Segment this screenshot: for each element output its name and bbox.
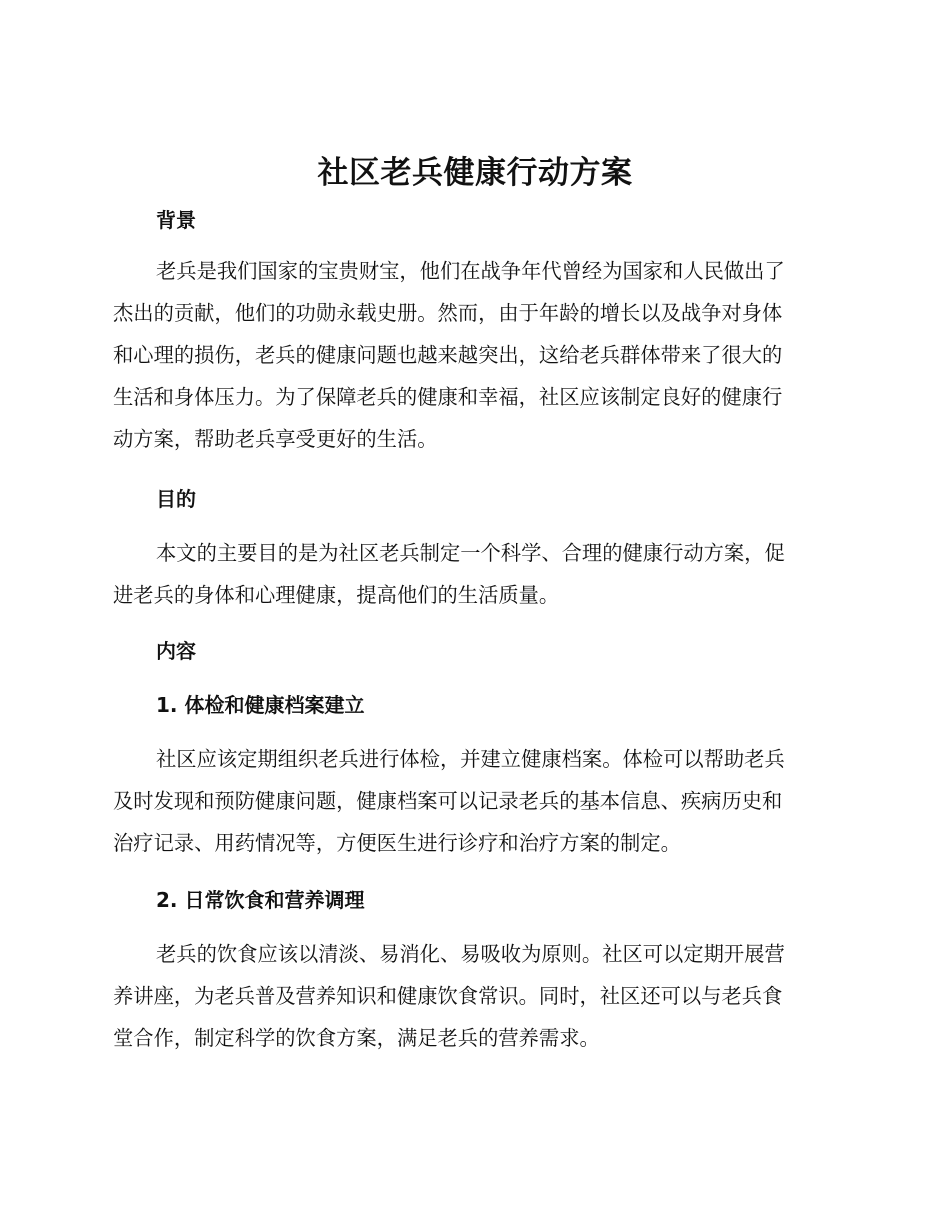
- paragraph-line: 和心理的损伤，老兵的健康问题也越来越突出，这给老兵群体带来了很大的: [113, 343, 783, 367]
- paragraph-line: 杰出的贡献，他们的功勋永载史册。然而，由于年龄的增长以及战争对身体: [113, 301, 783, 325]
- paragraph-diet-nutrition: [113, 933, 829, 1059]
- paragraph-purpose: [113, 532, 829, 616]
- section-heading-content: 内容: [156, 639, 196, 663]
- paragraph-line: 社区应该定期组织老兵进行体检，并建立健康档案。体检可以帮助老兵: [156, 747, 785, 771]
- paragraph-line: 堂合作，制定科学的饮食方案，满足老兵的营养需求。: [113, 1026, 600, 1050]
- paragraph-line: 养讲座，为老兵普及营养知识和健康饮食常识。同时，社区还可以与老兵食: [113, 984, 783, 1008]
- subsection-heading-health-check: 1. 体检和健康档案建立: [156, 693, 365, 717]
- paragraph-line: 本文的主要目的是为社区老兵制定一个科学、合理的健康行动方案，促: [156, 541, 785, 565]
- paragraph-line: 老兵的饮食应该以清淡、易消化、易吸收为原则。社区可以定期开展营: [156, 942, 785, 966]
- paragraph-line: 及时发现和预防健康问题，健康档案可以记录老兵的基本信息、疾病历史和: [113, 789, 783, 813]
- paragraph-line: 老兵是我们国家的宝贵财宝，他们在战争年代曾经为国家和人民做出了: [156, 259, 785, 283]
- paragraph-line: 动方案，帮助老兵享受更好的生活。: [113, 427, 438, 451]
- section-heading-purpose: 目的: [156, 487, 196, 511]
- paragraph-line: 治疗记录、用药情况等，方便医生进行诊疗和治疗方案的制定。: [113, 831, 681, 855]
- paragraph-line: 生活和身体压力。为了保障老兵的健康和幸福，社区应该制定良好的健康行: [113, 385, 783, 409]
- section-heading-background: 背景: [156, 208, 196, 232]
- subsection-heading-diet-nutrition: 2. 日常饮食和营养调理: [156, 888, 365, 912]
- paragraph-health-check: [113, 738, 829, 864]
- paragraph-line: 进老兵的身体和心理健康，提高他们的生活质量。: [113, 583, 560, 607]
- paragraph-background: [113, 250, 829, 460]
- document-title: 社区老兵健康行动方案: [317, 155, 633, 191]
